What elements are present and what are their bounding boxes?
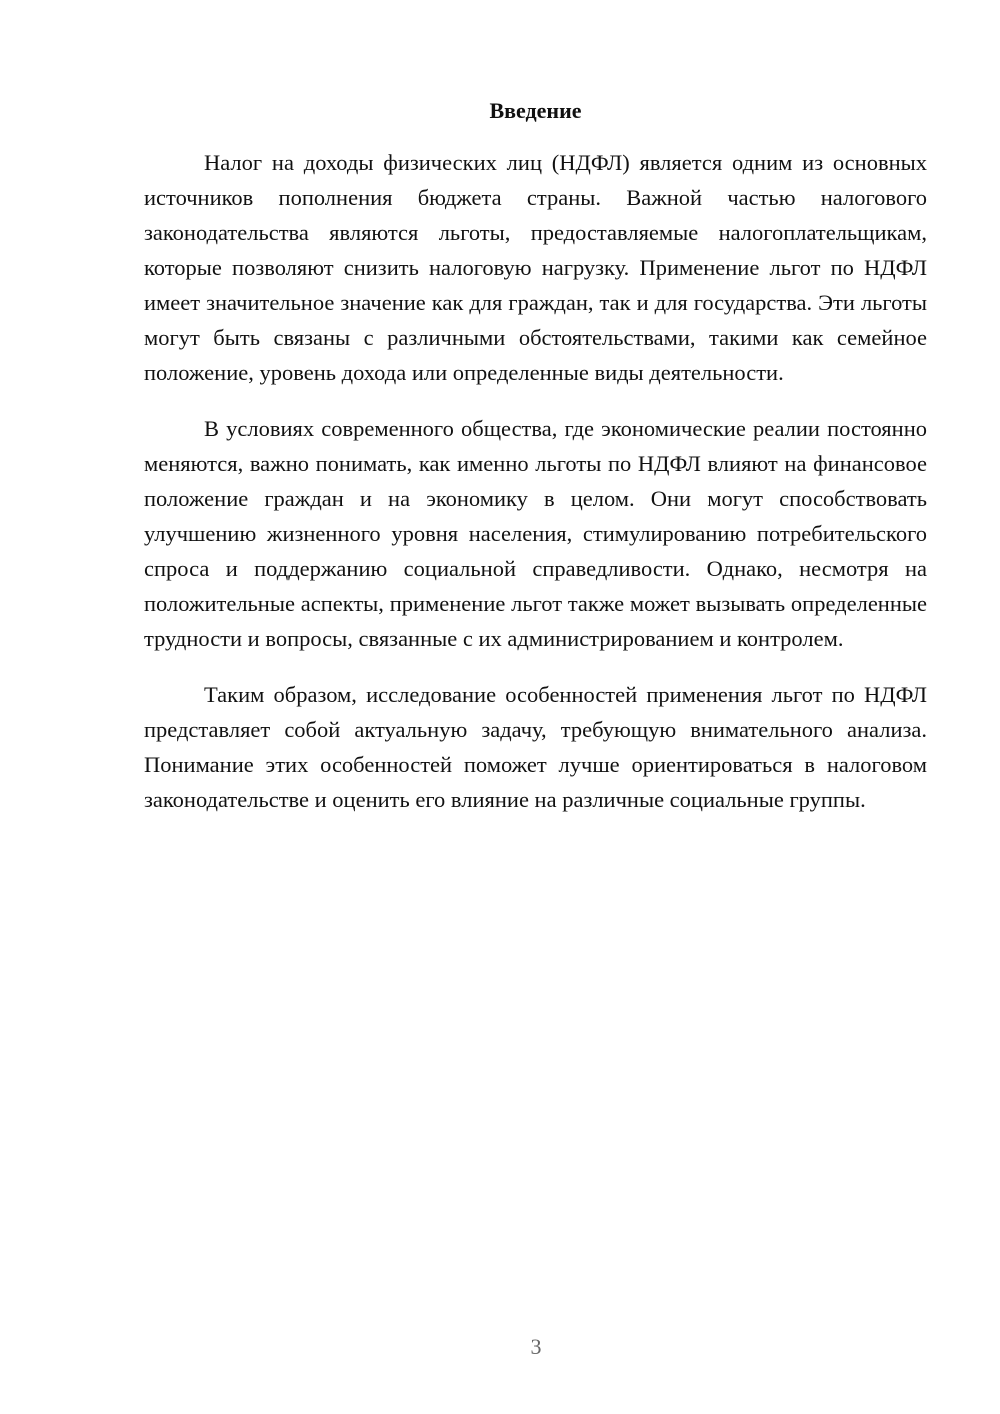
body-text xyxy=(144,145,927,838)
paragraph-3: Таким образом, исследование особенностей применения льгот по НДФЛ представляет собой актуальную задачу, требующую внимательного анализа. Понимание этих особенностей поможет лучше ориентироваться в налоговом законодательстве и оценить его влияние на различные социальные группы. xyxy=(144,682,927,812)
section-heading: Введение xyxy=(489,98,582,123)
paragraph-1: Налог на доходы физических лиц (НДФЛ) является одним из основных источников пополнения бюджета страны. Важной частью налогового законодательства являются льготы, предоставляемые налогоплательщикам, которые позволяют снизить налоговую нагрузку. Применение льгот по НДФЛ имеет значительное значение как для граждан, так и для государства. Эти льготы могут быть связаны с различными обстоятельствами, такими как семейное положение, уровень дохода или определенные виды деятельности. xyxy=(144,150,927,385)
paragraph-2: В условиях современного общества, где экономические реалии постоянно меняются, важно понимать, как именно льготы по НДФЛ влияют на финансовое положение граждан и на экономику в целом. Они могут способствовать улучшению жизненного уровня населения, стимулированию потребительского спроса и поддержанию социальной справедливости. Однако, несмотря на положительные аспекты, применение льгот также может вызывать определенные трудности и вопросы, связанные с их администрированием и контролем. xyxy=(144,416,927,651)
page-number: 3 xyxy=(530,1334,542,1359)
